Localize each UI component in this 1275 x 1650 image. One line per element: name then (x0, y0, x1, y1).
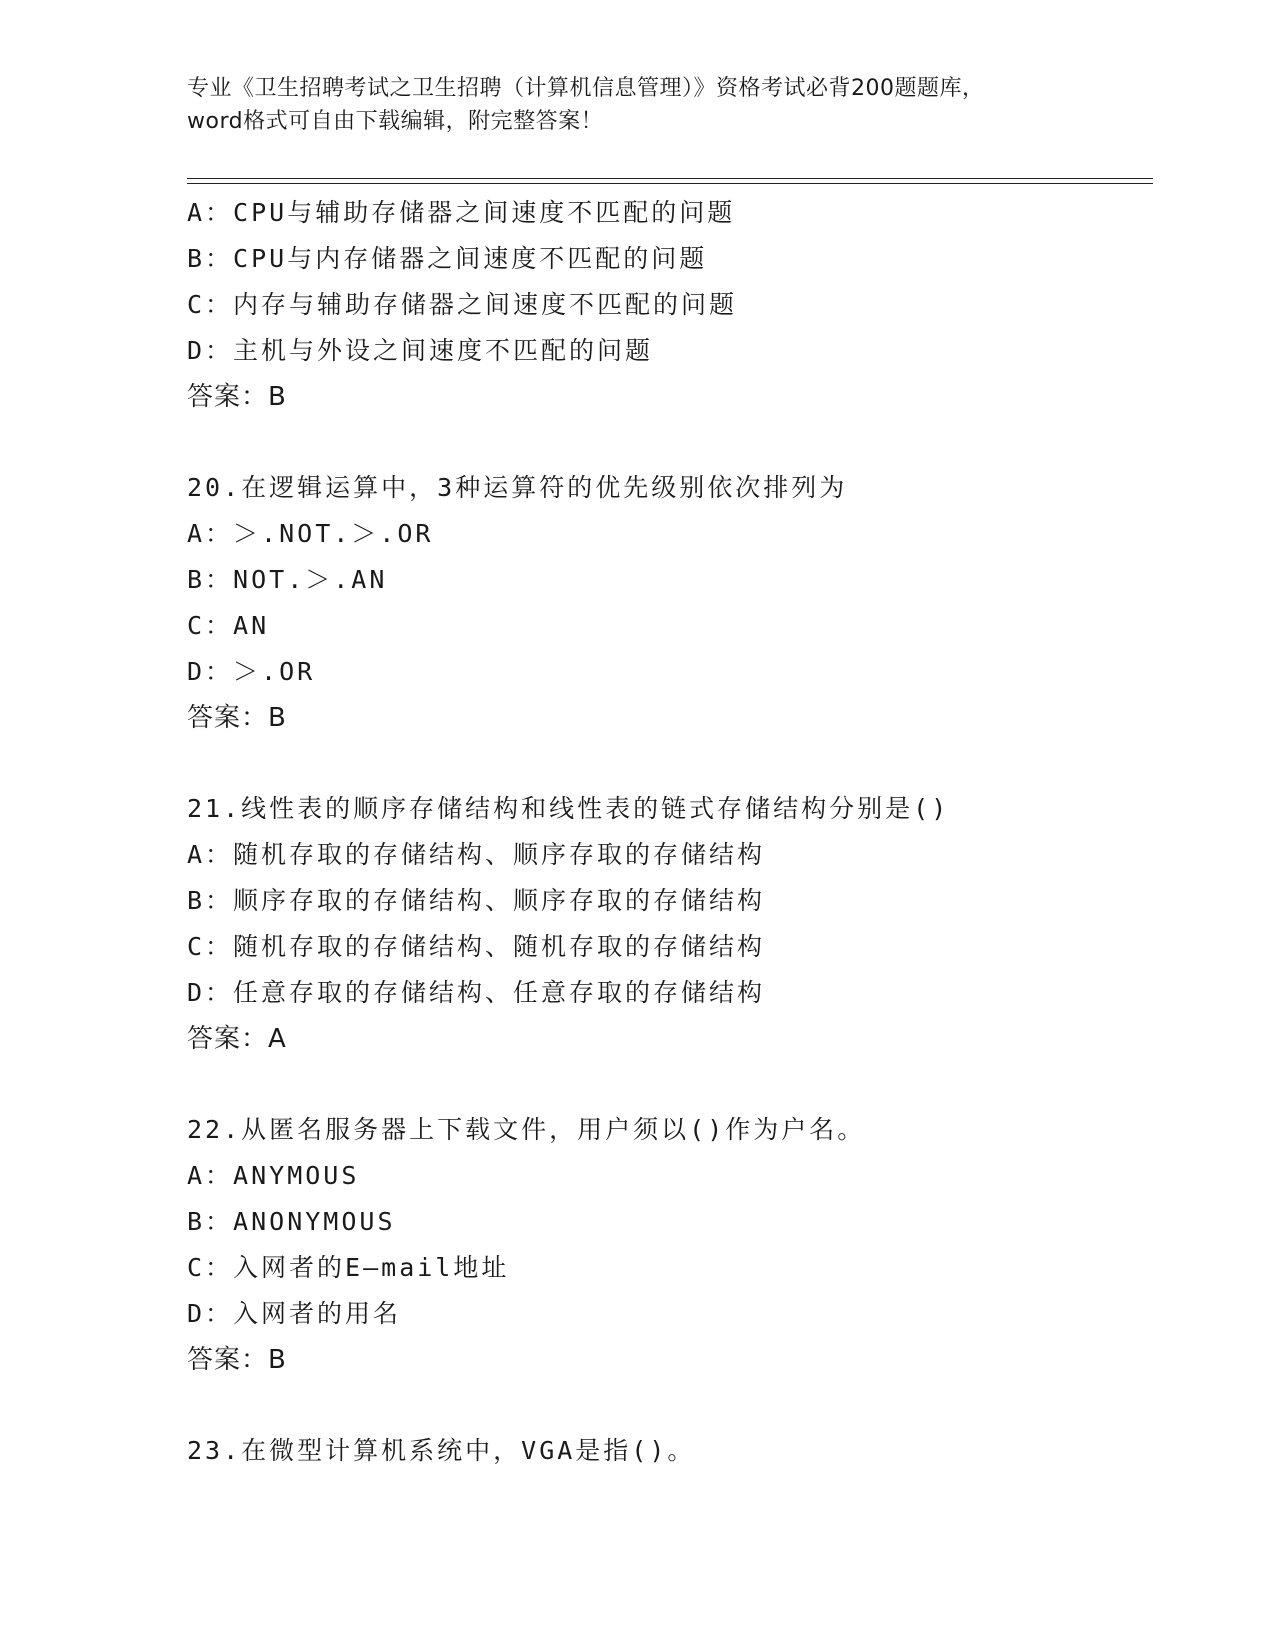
header-line-1: 专业《卫生招聘考试之卫生招聘（计算机信息管理）》资格考试必背200题题库， (187, 76, 985, 101)
option-d: D：入网者的用名 (187, 1299, 402, 1328)
question-block (187, 1428, 1147, 1474)
document-header (187, 72, 1087, 138)
block-spacer (187, 1383, 1147, 1428)
option-b: B：NOT.＞.AN (187, 565, 388, 594)
option-a: A：CPU与辅助存储器之间速度不匹配的问题 (187, 198, 736, 227)
question-text: 21.线性表的顺序存储结构和线性表的链式存储结构分别是() (187, 794, 950, 823)
block-spacer (187, 741, 1147, 786)
question-text: 23.在微型计算机系统中，VGA是指()。 (187, 1436, 696, 1465)
question-list (187, 190, 1147, 1474)
question-block (187, 1107, 1147, 1383)
block-spacer (187, 1062, 1147, 1107)
header-divider-bottom (187, 183, 1153, 184)
option-c: C：随机存取的存储结构、随机存取的存储结构 (187, 932, 766, 961)
option-c: C：AN (187, 611, 270, 640)
header-line-2: word格式可自由下载编辑，附完整答案！ (187, 109, 604, 134)
option-b: B：顺序存取的存储结构、顺序存取的存储结构 (187, 886, 766, 915)
option-c: C：入网者的E—mail地址 (187, 1253, 510, 1282)
question-block (187, 465, 1147, 741)
answer-line: 答案：B (187, 1345, 287, 1375)
answer-line: 答案：A (187, 1024, 287, 1054)
option-b: B：CPU与内存储器之间速度不匹配的问题 (187, 244, 708, 273)
option-d: D：主机与外设之间速度不匹配的问题 (187, 336, 654, 365)
option-d: D：＞.OR (187, 657, 316, 686)
option-c: C：内存与辅助存储器之间速度不匹配的问题 (187, 290, 738, 319)
option-a: A：ANYMOUS (187, 1161, 360, 1190)
option-b: B：ANONYMOUS (187, 1207, 396, 1236)
question-block (187, 190, 1147, 420)
header-divider-top (187, 178, 1153, 179)
option-a: A：＞.NOT.＞.OR (187, 519, 434, 548)
question-text: 22.从匿名服务器上下载文件，用户须以()作为户名。 (187, 1115, 866, 1144)
answer-line: 答案：B (187, 382, 287, 412)
option-a: A：随机存取的存储结构、顺序存取的存储结构 (187, 840, 766, 869)
question-text: 20.在逻辑运算中，3种运算符的优先级别依次排列为 (187, 473, 848, 502)
question-block (187, 786, 1147, 1062)
option-d: D：任意存取的存储结构、任意存取的存储结构 (187, 978, 766, 1007)
block-spacer (187, 420, 1147, 465)
answer-line: 答案：B (187, 703, 287, 733)
